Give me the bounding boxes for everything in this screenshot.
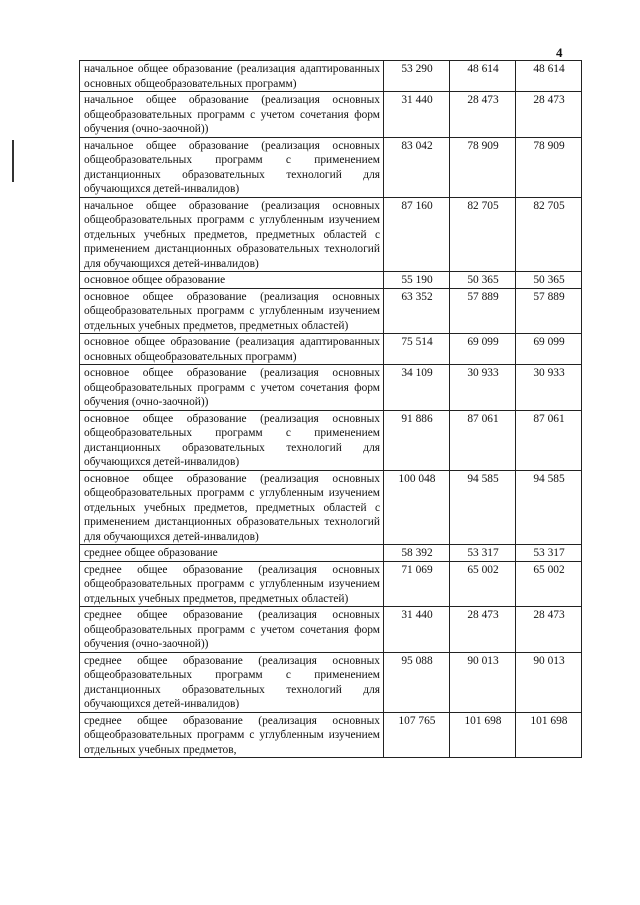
page-number: 4 (556, 45, 563, 60)
row-value-1: 87 160 (384, 197, 450, 272)
row-value-2: 53 317 (450, 545, 516, 562)
table-row (80, 410, 582, 470)
table-row (80, 652, 582, 712)
row-value-2: 65 002 (450, 561, 516, 607)
table-row (80, 92, 582, 138)
row-description: среднее общее образование (реализация основных общеобразовательных программ с применением дистанционных образовательных технологий для обучающихся детей-инвалидов) (80, 652, 384, 712)
table-row (80, 607, 582, 653)
row-description: основное общее образование (реализация основных общеобразовательных программ с углубленным изучением отдельных учебных предметов, предметных областей с применением дистанционных образовательных технологий для обучающихся детей-инвалидов) (80, 470, 384, 545)
row-description: среднее общее образование (реализация основных общеобразовательных программ с углубленным изучением отдельных учебных предметов, (80, 712, 384, 758)
scan-mark (12, 140, 14, 182)
table-row (80, 288, 582, 334)
row-value-2: 69 099 (450, 334, 516, 365)
row-value-2: 57 889 (450, 288, 516, 334)
row-value-3: 69 099 (516, 334, 582, 365)
tariff-table (79, 60, 582, 758)
row-value-2: 50 365 (450, 272, 516, 289)
row-value-2: 94 585 (450, 470, 516, 545)
table-row (80, 272, 582, 289)
row-description: начальное общее образование (реализация основных общеобразовательных программ с углубленным изучением отдельных учебных предметов, предметных областей с применением дистанционных образовательных технологий для обучающихся детей-инвалидов) (80, 197, 384, 272)
row-value-2: 101 698 (450, 712, 516, 758)
row-description: основное общее образование (реализация основных общеобразовательных программ с учетом сочетания форм обучения (очно-заочной)) (80, 365, 384, 411)
row-value-3: 101 698 (516, 712, 582, 758)
row-value-1: 58 392 (384, 545, 450, 562)
row-value-2: 48 614 (450, 61, 516, 92)
row-value-1: 55 190 (384, 272, 450, 289)
row-value-1: 83 042 (384, 137, 450, 197)
row-description: среднее общее образование (80, 545, 384, 562)
table-row (80, 137, 582, 197)
row-description: основное общее образование (реализация основных общеобразовательных программ с применением дистанционных образовательных технологий для обучающихся детей-инвалидов) (80, 410, 384, 470)
row-value-1: 63 352 (384, 288, 450, 334)
row-value-2: 30 933 (450, 365, 516, 411)
row-description: среднее общее образование (реализация основных общеобразовательных программ с учетом сочетания форм обучения (очно-заочной)) (80, 607, 384, 653)
row-value-1: 31 440 (384, 607, 450, 653)
row-description: начальное общее образование (реализация адаптированных основных общеобразовательных программ) (80, 61, 384, 92)
row-value-2: 87 061 (450, 410, 516, 470)
table-row (80, 545, 582, 562)
row-value-1: 100 048 (384, 470, 450, 545)
row-description: основное общее образование (реализация адаптированных основных общеобразовательных программ) (80, 334, 384, 365)
row-description: начальное общее образование (реализация основных общеобразовательных программ с применением дистанционных образовательных технологий для обучающихся детей-инвалидов) (80, 137, 384, 197)
row-value-3: 90 013 (516, 652, 582, 712)
row-value-1: 34 109 (384, 365, 450, 411)
row-value-2: 90 013 (450, 652, 516, 712)
row-value-1: 107 765 (384, 712, 450, 758)
table-row (80, 712, 582, 758)
row-value-1: 71 069 (384, 561, 450, 607)
row-value-2: 28 473 (450, 607, 516, 653)
row-value-3: 57 889 (516, 288, 582, 334)
row-value-3: 28 473 (516, 607, 582, 653)
table-row (80, 561, 582, 607)
table-row (80, 197, 582, 272)
row-value-3: 30 933 (516, 365, 582, 411)
row-value-1: 91 886 (384, 410, 450, 470)
row-description: среднее общее образование (реализация основных общеобразовательных программ с углубленным изучением отдельных учебных предметов, предметных областей) (80, 561, 384, 607)
row-description: начальное общее образование (реализация основных общеобразовательных программ с учетом сочетания форм обучения (очно-заочной)) (80, 92, 384, 138)
row-value-3: 50 365 (516, 272, 582, 289)
row-value-1: 75 514 (384, 334, 450, 365)
row-value-1: 95 088 (384, 652, 450, 712)
row-value-3: 87 061 (516, 410, 582, 470)
row-description: основное общее образование (80, 272, 384, 289)
row-value-3: 48 614 (516, 61, 582, 92)
row-value-2: 78 909 (450, 137, 516, 197)
table-row (80, 470, 582, 545)
table-row (80, 61, 582, 92)
row-description: основное общее образование (реализация основных общеобразовательных программ с углубленным изучением отдельных учебных предметов, предметных областей) (80, 288, 384, 334)
row-value-2: 82 705 (450, 197, 516, 272)
row-value-3: 82 705 (516, 197, 582, 272)
row-value-1: 31 440 (384, 92, 450, 138)
row-value-3: 78 909 (516, 137, 582, 197)
row-value-3: 53 317 (516, 545, 582, 562)
table-row (80, 334, 582, 365)
row-value-3: 65 002 (516, 561, 582, 607)
row-value-2: 28 473 (450, 92, 516, 138)
row-value-1: 53 290 (384, 61, 450, 92)
row-value-3: 94 585 (516, 470, 582, 545)
row-value-3: 28 473 (516, 92, 582, 138)
table-row (80, 365, 582, 411)
